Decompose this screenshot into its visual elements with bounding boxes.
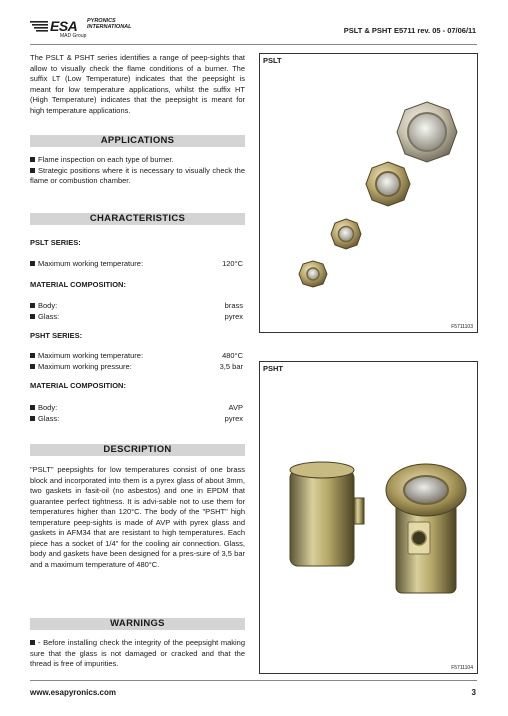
bullet-icon [30, 364, 35, 369]
spec-row [30, 312, 243, 323]
bullet-icon [30, 314, 35, 319]
spec-label: Body: [30, 403, 57, 412]
logo-stripes-icon [30, 20, 50, 34]
spec-row [30, 259, 243, 270]
spec-label: Maximum working temperature: [30, 259, 143, 268]
application-item: Flame inspection on each type of burner. [30, 155, 245, 166]
description-paragraph: "PSLT" peepsights for low temperatures consist of one brass block and incorporated into them is a pyrex glass of about 3mm, two gaskets in fasit-oil (no asbestos) and one in EPDM that guarantee perfect tightness. It is advi-sable not to use them for temperatures higher than 120°C. The body of the "PSHT" high temperature peep-sights is made of AVP with pyrex glass and gaskets in AFM34 that are resistant to high temperatures. Each piece has a socket of 1/4" for the cooling air connection. Glass, body and gaskets have been designed for a pres-sure of 3,5 bar and a maximum temperature of 480°C. [30, 465, 245, 569]
spec-value: 3,5 bar [219, 362, 243, 371]
spec-label: Body: [30, 301, 57, 310]
bullet-icon [30, 168, 35, 173]
psht-series-label: PSHT SERIES: [30, 331, 83, 340]
spec-value: 120°C [222, 259, 243, 268]
material-composition-label: MATERIAL COMPOSITION: [30, 280, 126, 289]
spec-label: Glass: [30, 312, 59, 321]
spec-row [30, 403, 243, 414]
logo-line-1: PYRONICS [87, 18, 116, 24]
applications-list [30, 155, 245, 187]
warnings-paragraph: - Before installing check the integrity of the peepsight making sure that the glass is not damaged or cracked and that the thread is free of impurities. [30, 638, 245, 668]
spec-row [30, 414, 243, 425]
pslt-series-label: PSLT SERIES: [30, 238, 81, 247]
pslt-panel-title: PSLT [263, 56, 282, 65]
intro-paragraph: The PSLT & PSHT series identifies a range of peep-sights that allow to visually check the flame conditions of a burner. The suffix LT (Low Temperature) indicates that the peepsight is meant for low temperature applications, whilst the suffix HT (High Temperature) indicates that the peepsight is meant for high temperature applications. [30, 53, 245, 115]
website-link[interactable]: www.esapyronics.com [30, 688, 116, 697]
psht-peepsight-side-view [290, 462, 364, 566]
psht-image-code: F5711104 [451, 665, 473, 671]
bullet-icon [30, 416, 35, 421]
spec-label: Maximum working pressure: [30, 362, 132, 371]
peepsight-medium [366, 162, 410, 206]
page-number: 3 [471, 688, 476, 697]
peepsight-small [331, 219, 361, 249]
applications-heading: APPLICATIONS [30, 135, 245, 147]
logo-esa-text: ESA [50, 18, 78, 34]
spec-value: pyrex [224, 414, 243, 423]
bullet-icon [30, 353, 35, 358]
spec-row [30, 362, 243, 373]
peepsight-large [397, 102, 457, 162]
header-divider [30, 44, 477, 45]
bullet-icon [30, 157, 35, 162]
material-composition-label: MATERIAL COMPOSITION: [30, 381, 126, 390]
application-item: Strategic positions where it is necessary to visually check the flame or combustion chamber. [30, 165, 245, 185]
psht-image-panel [259, 361, 478, 674]
pslt-image-panel [259, 53, 478, 333]
bullet-icon [30, 261, 35, 266]
bullet-icon [30, 640, 35, 645]
psht-peepsight-front-view [386, 464, 466, 593]
logo-line-2: INTERNATIONAL [87, 24, 132, 30]
logo-group: MAD Group [60, 33, 87, 39]
spec-value: pyrex [224, 312, 243, 321]
psht-panel-title: PSHT [263, 364, 284, 373]
spec-value: brass [224, 301, 243, 310]
spec-row [30, 301, 243, 312]
description-heading: DESCRIPTION [30, 444, 245, 456]
spec-label: Maximum working temperature: [30, 351, 143, 360]
bullet-icon [30, 405, 35, 410]
logo-subtitle [87, 18, 132, 30]
pslt-image-code: F5711103 [451, 324, 473, 330]
document-reference: PSLT & PSHT E5711 rev. 05 - 07/06/11 [343, 26, 476, 35]
spec-value: AVP [228, 403, 243, 412]
psht-peepsights-photo [260, 362, 477, 673]
spec-value: 480°C [222, 351, 243, 360]
peepsight-smallest [299, 261, 327, 287]
footer-divider [30, 680, 477, 681]
spec-row [30, 351, 243, 362]
warnings-heading: WARNINGS [30, 618, 245, 630]
pslt-peepsights-photo [260, 54, 477, 332]
spec-label: Glass: [30, 414, 59, 423]
characteristics-heading: CHARACTERISTICS [30, 213, 245, 225]
bullet-icon [30, 303, 35, 308]
